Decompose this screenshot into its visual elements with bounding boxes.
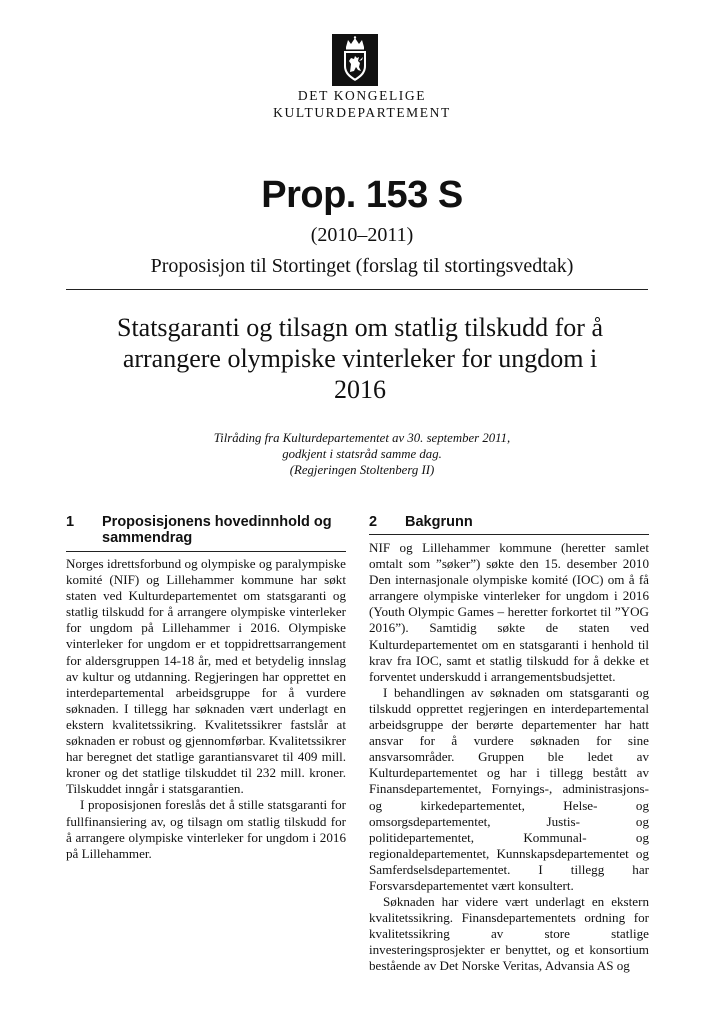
section-2-paragraph-1: NIF og Lillehammer kommune (heretter samlet omtalt som ”søker”) søkte den 15. desember 2010 Den internasjonale olympiske komité (IOC) om å få arrangere olympiske vinterleker for ungdom i 2016 (Youth Olympic Games – heretter forkortet til ”YOG 2016”). Samtidig søkte de staten ved Kulturdepartementet om en statsgaranti i henhold til krav fra IOC, samt et statlig tilskudd for å dekke et forventet underskudd i arrangementsbudsjettet. <box>369 540 649 684</box>
section-1-heading-line-2: sammendrag <box>102 530 193 546</box>
proposition-subtitle: Proposisjon til Stortinget (forslag til stortingsvedtak) <box>150 255 574 277</box>
session-years: (2010–2011) <box>310 224 414 246</box>
section-2-heading-text: Bakgrunn <box>405 514 473 530</box>
approval-line-3: (Regjeringen Stoltenberg II) <box>289 463 435 477</box>
approval-line-1: Tilråding fra Kulturdepartementet av 30. september 2011, <box>213 431 511 445</box>
section-2-paragraph-3: Søknaden har videre vært underlagt en ekstern kvalitetssikring. Finansdepartementets ordning for kvalitetssikring av store statlige investeringsprosjekter er benyttet, og et konsortium bestående av Det Norske Veritas, Advansia AS og <box>369 894 649 974</box>
section-2-number: 2 <box>369 514 378 530</box>
section-2-paragraph-2: I behandlingen av søknaden om statsgaranti og tilskudd opprettet regjeringen en interdepartemental arbeidsgruppe der berørte departementer har hatt ansvar for å vurdere søknaden for sine ansvarsområder. Gruppen ble ledet av Kulturdepartementet og har i tillegg bestått av Finansdepartementet, Fornyings-, administrasjons- og kirkedepartementet, Helse- og omsorgsdepartementet, Justis- og politidepartementet, Kommunal- og regionaldepartementet, Kunnskapsdepartementet og Samferdselsdepartementet. I tillegg har Forsvarsdepartementet vært konsultert. <box>369 684 649 893</box>
section-1-paragraph-2: I proposisjonen foreslås det å stille statsgaranti for fullfinansiering av, og tilsagn om statlig tilskudd for å arrangere olympiske vinterleker for ungdom i 2016 på Lillehammer. <box>66 797 346 861</box>
department-line-1: DET KONGELIGE <box>297 88 427 103</box>
section-1-number: 1 <box>66 514 75 530</box>
royal-coat-of-arms-icon <box>332 34 378 86</box>
section-2-body <box>369 540 649 975</box>
section-1-rule <box>66 551 346 552</box>
document-title: Statsgaranti og tilsagn om statlig tilskudd for å arrangere olympiske vinterleker for ungdom i 2016 <box>116 313 603 404</box>
section-1-paragraph-1: Norges idrettsforbund og olympiske og paralympiske komité (NIF) og Lillehammer kommune har søkt staten ved Kulturdepartementet om statsgaranti og statlig tilskudd for å arrangere olympiske vinterleker for ungdom på Lillehammer i 2016. Olympiske vinterleker for ungdom er et toppidrettsarrangement for aldersgruppen 14-18 år, med et betydelig innslag av kultur og utdanning. Regjeringen har opprettet en interdepartemental arbeidsgruppe for å vurdere søknaden. I tillegg har søknaden vært underlagt en ekstern kvalitetssikring. Kvalitetssikrer fastslår at søknaden er robust og gjennomførbar. Kvalitetssikrer har beregnet det statlige garantiansvaret til 409 mill. kroner og det statlige tilskuddet til 232 mill. kroner. Tilskuddet inngår i statsgarantien. <box>66 556 346 797</box>
department-name <box>0 87 724 121</box>
section-2-heading <box>369 514 649 532</box>
proposition-number: Prop. 153 S <box>261 174 463 216</box>
title-divider <box>66 289 648 290</box>
section-1-heading <box>66 514 346 548</box>
section-1-body <box>66 556 346 862</box>
section-1-heading-text <box>102 514 332 546</box>
department-line-2: KULTURDEPARTEMENT <box>273 105 451 120</box>
section-2-rule <box>369 534 649 535</box>
section-1-heading-line-1: Proposisjonens hovedinnhold og <box>102 514 332 530</box>
approval-note <box>0 430 724 478</box>
approval-line-2: godkjent i statsråd samme dag. <box>282 447 442 461</box>
